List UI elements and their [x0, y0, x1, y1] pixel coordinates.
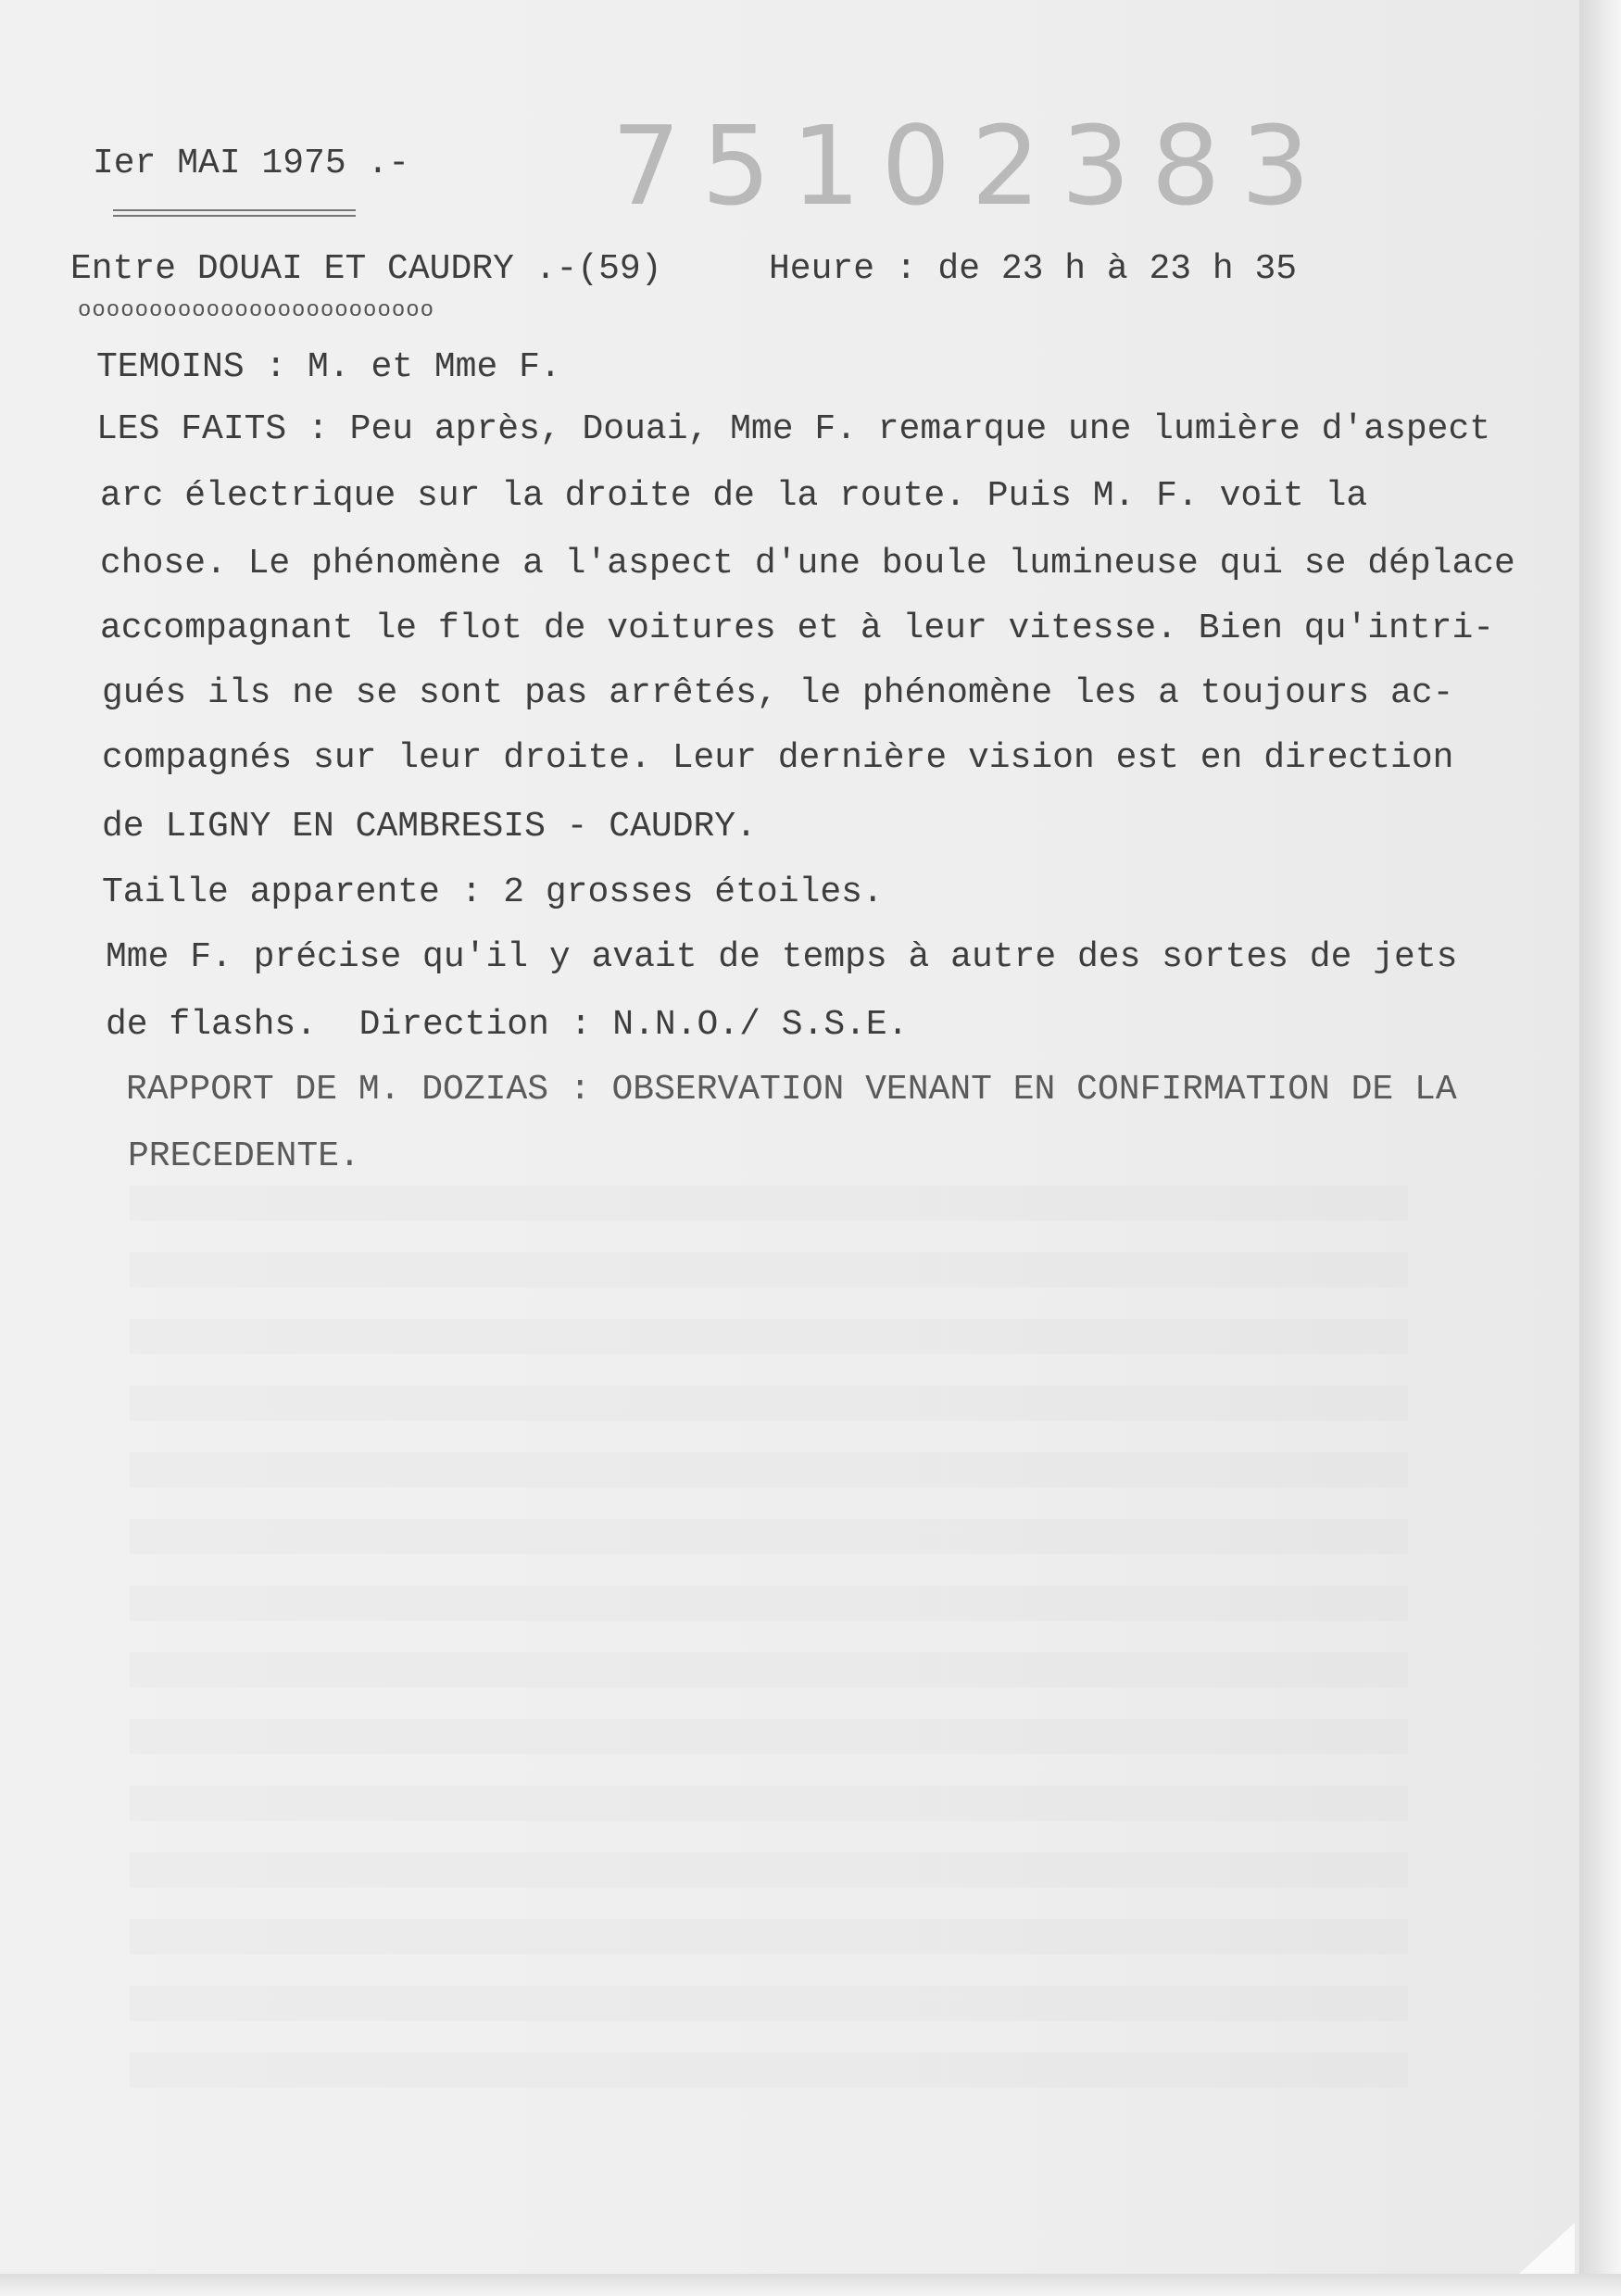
witnesses-line: TEMOINS : M. et Mme F. — [96, 347, 561, 387]
body-line: Taille apparente : 2 grosses étoiles. — [102, 872, 884, 912]
reference-number: 75102383 — [611, 102, 1331, 230]
separator-line: ooooooooooooooooooooooooo — [78, 298, 435, 323]
body-line: arc électrique sur la droite de la route. Puis M. F. voit la — [100, 476, 1368, 516]
body-line: LES FAITS : Peu après, Douai, Mme F. remarque une lumière d'aspect — [96, 409, 1491, 449]
page-bottom-edge — [0, 2274, 1621, 2296]
body-line: de flashs. Direction : N.N.O./ S.S.E. — [106, 1005, 909, 1045]
location-line: Entre DOUAI ET CAUDRY .-(59) — [70, 249, 662, 289]
time-line: Heure : de 23 h à 23 h 35 — [769, 249, 1298, 289]
body-line: de LIGNY EN CAMBRESIS - CAUDRY. — [102, 807, 757, 847]
date-underline — [113, 209, 356, 217]
report-line: PRECEDENTE. — [128, 1136, 360, 1176]
body-line: Mme F. précise qu'il y avait de temps à autre des sortes de jets — [106, 937, 1458, 977]
page-edge-shadow — [1579, 0, 1621, 2296]
body-line: gués ils ne se sont pas arrêtés, le phénomène les a toujours ac- — [102, 673, 1454, 713]
body-line: chose. Le phénomène a l'aspect d'une boule lumineuse qui se déplace — [100, 544, 1515, 583]
body-line: compagnés sur leur droite. Leur dernière vision est en direction — [102, 738, 1454, 778]
bleed-through-text — [130, 1186, 1408, 2112]
body-line: accompagnant le flot de voitures et à leur vitesse. Bien qu'intri- — [100, 609, 1495, 648]
page-corner-fold — [1519, 2223, 1575, 2274]
report-date: Ier MAI 1975 .- — [93, 144, 410, 183]
report-line: RAPPORT DE M. DOZIAS : OBSERVATION VENANT EN CONFIRMATION DE LA — [126, 1070, 1457, 1110]
